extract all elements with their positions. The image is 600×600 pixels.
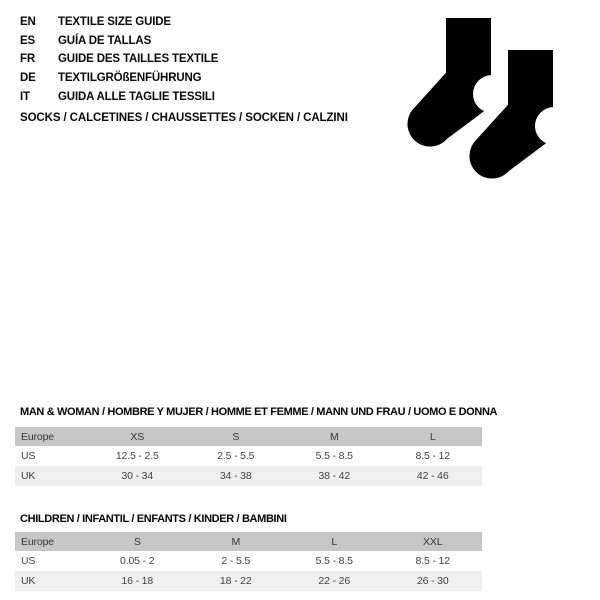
adult-table-header-row (15, 427, 482, 446)
size-cell: 38 - 42 (318, 470, 351, 482)
column-header-xs: XS (130, 430, 145, 443)
category-line: SOCKS / CALCETINES / CHAUSSETTES / SOCKEN / CALZINI (20, 112, 348, 124)
adult-table-title: MAN & WOMAN / HOMBRE Y MUJER / HOMME ET FEMME / MANN UND FRAU / UOMO E DONNA (20, 406, 498, 418)
size-cell: 8.5 - 12 (415, 555, 450, 567)
size-cell: 42 - 46 (416, 470, 449, 482)
language-label: GUÍA DE TALLAS (58, 34, 152, 47)
column-header-xxl: XXL (423, 535, 443, 548)
language-row (20, 13, 218, 32)
column-header-l: L (429, 430, 436, 443)
language-label: TEXTILE SIZE GUIDE (58, 16, 171, 28)
language-row (20, 88, 218, 107)
size-cell: 18 - 22 (219, 575, 252, 587)
column-header-s: S (232, 430, 240, 443)
children-size-table (15, 532, 482, 591)
adult-row-uk (15, 466, 482, 486)
size-cell: 5.5 - 8.5 (315, 450, 353, 462)
language-list (20, 13, 218, 106)
size-cell: 5.5 - 8.5 (315, 555, 353, 567)
language-row (20, 32, 218, 51)
column-header-s: S (133, 535, 141, 548)
size-cell: 30 - 34 (121, 470, 154, 482)
column-header-m: M (231, 535, 241, 548)
adult-row-us (15, 446, 482, 466)
adult-size-table (15, 427, 482, 486)
size-cell: 26 - 30 (416, 575, 449, 587)
children-row-uk (15, 571, 482, 591)
language-code: DE (20, 72, 36, 85)
language-row (20, 69, 218, 88)
column-header-l: L (331, 535, 338, 548)
region-cell: UK (21, 470, 36, 482)
language-code: FR (20, 53, 36, 66)
language-label: GUIDA ALLE TAGLIE TESSILI (58, 90, 215, 103)
column-header-region: Europe (21, 535, 54, 548)
size-cell: 2 - 5.5 (221, 555, 251, 567)
language-label: GUIDE DES TAILLES TEXTILE (58, 53, 219, 66)
region-cell: US (21, 450, 36, 462)
size-cell: 2.5 - 5.5 (217, 450, 255, 462)
language-code: EN (20, 16, 36, 28)
column-header-m: M (329, 430, 339, 443)
size-cell: 0.05 - 2 (120, 555, 155, 567)
region-cell: UK (21, 575, 36, 587)
size-cell: 22 - 26 (318, 575, 351, 587)
size-cell: 34 - 38 (219, 470, 252, 482)
size-cell: 16 - 18 (121, 575, 154, 587)
children-table-title: CHILDREN / INFANTIL / ENFANTS / KINDER / BAMBINI (20, 513, 287, 525)
language-code: ES (20, 34, 36, 47)
column-header-region: Europe (21, 430, 54, 443)
socks-icon (395, 5, 595, 190)
children-table-header-row (15, 532, 482, 551)
size-cell: 12.5 - 2.5 (115, 450, 159, 462)
children-row-us (15, 551, 482, 571)
language-label: TEXTILGRÖßENFÜHRUNG (58, 72, 202, 85)
region-cell: US (21, 555, 36, 567)
size-cell: 8.5 - 12 (415, 450, 450, 462)
language-row (20, 50, 218, 69)
language-code: IT (20, 90, 30, 103)
